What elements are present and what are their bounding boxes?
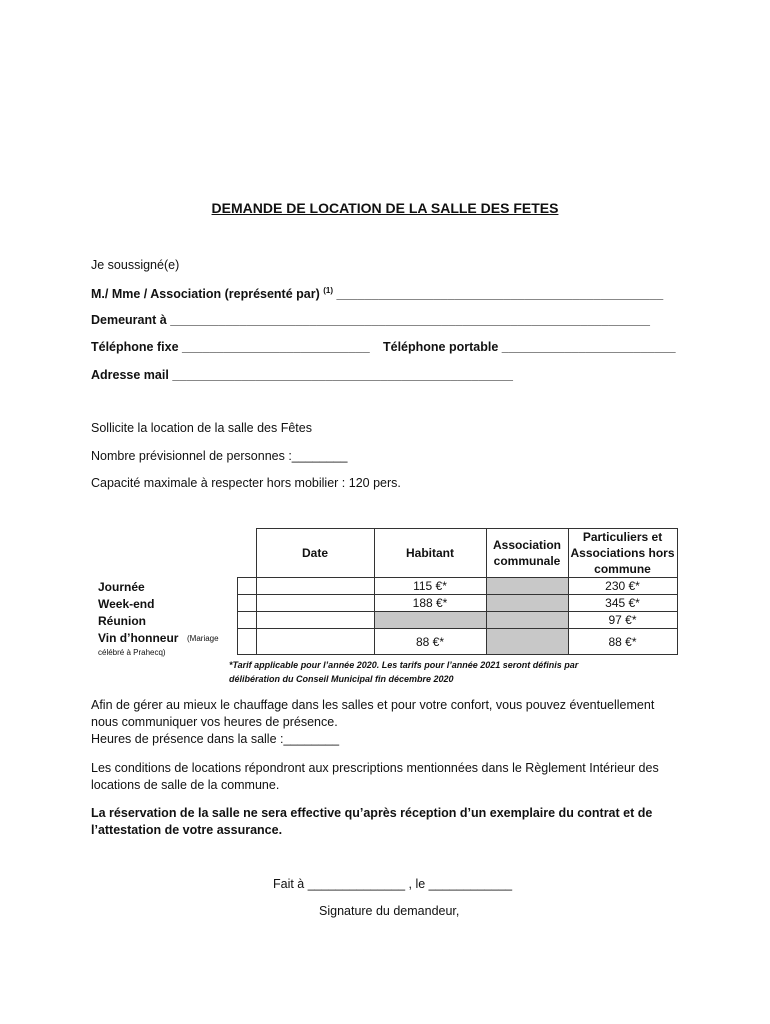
- page-title: DEMANDE DE LOCATION DE LA SALLE DES FETES: [211, 200, 559, 216]
- row-label-weekend: Week-end: [98, 597, 155, 611]
- name-field[interactable]: [91, 286, 663, 301]
- tarif-footnote: *Tarif applicable pour l’année 2020. Les tarifs pour l’année 2021 seront définis par délibération du Conseil Municipal fin décembre 2020: [229, 660, 579, 684]
- tarif-table: [237, 528, 678, 655]
- price-habitant: 188 €*: [374, 595, 486, 612]
- price-habitant: 115 €*: [374, 578, 486, 595]
- table-row: [238, 578, 678, 595]
- phone-field[interactable]: [91, 340, 370, 354]
- date-cell[interactable]: [256, 595, 374, 612]
- table-row: [238, 629, 678, 655]
- chauffage-paragraph: Afin de gérer au mieux le chauffage dans les salles et pour votre confort, vous pouvez éventuellement nous communiquer vos heures de présence. Heures de présence dans la salle :________: [91, 697, 679, 748]
- header-date: Date: [256, 529, 374, 578]
- price-hors-commune: 345 €*: [568, 595, 677, 612]
- price-hors-commune: 230 €*: [568, 578, 677, 595]
- heures-field[interactable]: Heures de présence dans la salle :________: [91, 732, 340, 746]
- price-habitant: 88 €*: [374, 629, 486, 655]
- request-line-1: Sollicite la location de la salle des Fêtes: [91, 421, 312, 435]
- name-footnote: (1): [323, 286, 334, 295]
- conditions-paragraph: Les conditions de locations répondront aux prescriptions mentionnées dans le Règlement Intérieur des locations de salle de la commune.: [91, 761, 659, 792]
- intro-text: Je soussigné(e): [91, 258, 180, 272]
- name-label: M./ Mme / Association (représenté par): [91, 287, 320, 302]
- email-line: _________________________________________________: [172, 368, 513, 382]
- email-label: Adresse mail: [91, 368, 169, 382]
- name-line: _______________________________________________: [336, 287, 664, 302]
- table-row: [238, 595, 678, 612]
- header-association: Association communale: [486, 529, 568, 578]
- price-habitant: [374, 612, 486, 629]
- request-line-2: Nombre prévisionnel de personnes :________: [91, 449, 348, 463]
- date-cell[interactable]: [256, 612, 374, 629]
- row-label-journee: Journée: [98, 580, 145, 594]
- header-habitant: Habitant: [374, 529, 486, 578]
- price-hors-commune: 97 €*: [568, 612, 677, 629]
- mobile-line: _________________________: [501, 340, 676, 354]
- address-label: Demeurant à: [91, 313, 167, 327]
- table-row: [238, 612, 678, 629]
- request-line-3: Capacité maximale à respecter hors mobilier : 120 pers.: [91, 476, 401, 490]
- row-label-vin-honneur: Vin d’honneur: [98, 631, 179, 645]
- header-hors-commune: Particuliers et Associations hors commune: [568, 529, 677, 578]
- vin-honneur-note-2: célébré à Prahecq): [98, 648, 166, 657]
- address-field[interactable]: [91, 313, 650, 327]
- signature-label: Signature du demandeur,: [319, 904, 460, 918]
- address-line: _____________________________________________________________________: [170, 313, 650, 327]
- date-cell[interactable]: [256, 578, 374, 595]
- fait-a-line[interactable]: Fait à ______________ , le ____________: [273, 877, 513, 891]
- date-cell[interactable]: [256, 629, 374, 655]
- price-hors-commune: 88 €*: [568, 629, 677, 655]
- reservation-paragraph: La réservation de la salle ne sera effective qu’après réception d’un exemplaire du contrat et de l’attestation de votre assurance.: [91, 806, 653, 837]
- phone-label: Téléphone fixe: [91, 340, 179, 354]
- row-label-reunion: Réunion: [98, 614, 146, 628]
- vin-honneur-note-1: (Mariage: [187, 634, 219, 643]
- mobile-label: Téléphone portable: [383, 340, 499, 354]
- mobile-field[interactable]: [383, 340, 676, 354]
- email-field[interactable]: [91, 368, 513, 382]
- phone-line: ___________________________: [182, 340, 370, 354]
